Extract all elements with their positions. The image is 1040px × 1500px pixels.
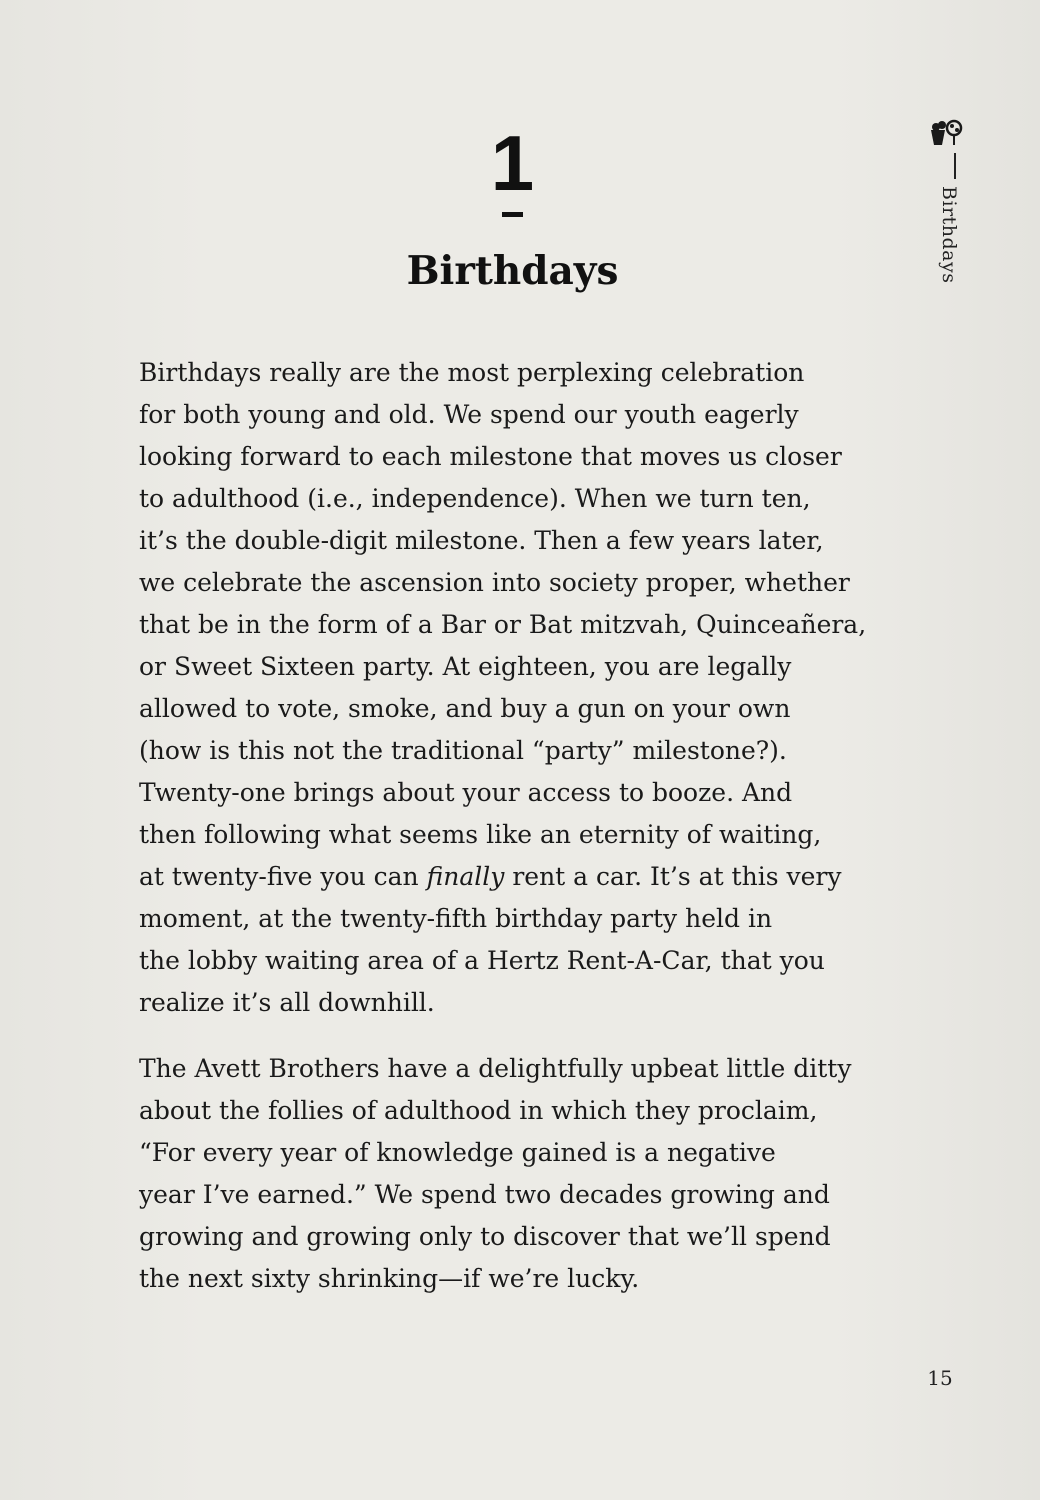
text-line: growing and growing only to discover that we’ll spend xyxy=(139,1222,831,1251)
running-header-divider xyxy=(954,153,956,179)
text-line: to adulthood (i.e., independence). When we turn ten, xyxy=(139,484,811,513)
text-line: year I’ve earned.” We spend two decades growing and xyxy=(139,1180,830,1209)
paragraph-1 xyxy=(139,352,899,1024)
text-line: “For every year of knowledge gained is a negative xyxy=(139,1138,776,1167)
text-line: or Sweet Sixteen party. At eighteen, you are legally xyxy=(139,652,792,681)
text-line: looking forward to each milestone that moves us closer xyxy=(139,442,842,471)
text-line: then following what seems like an eternity of waiting, xyxy=(139,820,822,849)
text-line: the lobby waiting area of a Hertz Rent-A-Car, that you xyxy=(139,946,825,975)
text-line: the next sixty shrinking—if we’re lucky. xyxy=(139,1264,640,1293)
text-line: we celebrate the ascension into society proper, whether xyxy=(139,568,850,597)
text-line: Twenty-one brings about your access to booze. And xyxy=(139,778,793,807)
text-line-with-italic: at twenty-five you can finally rent a car. It’s at this very xyxy=(139,862,842,891)
text-line: for both young and old. We spend our youth eagerly xyxy=(139,400,799,429)
text-line: The Avett Brothers have a delightfully upbeat little ditty xyxy=(139,1054,852,1083)
chapter-rule xyxy=(502,212,523,217)
text-line: that be in the form of a Bar or Bat mitzvah, Quinceañera, xyxy=(139,610,867,639)
running-header-label: Birthdays xyxy=(938,186,960,284)
emphasized-word: finally xyxy=(426,862,505,891)
chapter-title: Birthdays xyxy=(406,248,619,294)
text-line: it’s the double-digit milestone. Then a few years later, xyxy=(139,526,824,555)
text-line: Birthdays really are the most perplexing celebration xyxy=(139,358,805,387)
paragraph-2 xyxy=(139,1048,899,1300)
running-header xyxy=(929,186,969,286)
party-hat-icon xyxy=(928,118,964,148)
text-line: allowed to vote, smoke, and buy a gun on your own xyxy=(139,694,791,723)
chapter-number: 1 xyxy=(490,119,535,207)
text-line: realize it’s all downhill. xyxy=(139,988,435,1017)
text-line: (how is this not the traditional “party” milestone?). xyxy=(139,736,787,765)
text-line: moment, at the twenty-fifth birthday party held in xyxy=(139,904,773,933)
body-text xyxy=(139,352,899,1300)
text-line: about the follies of adulthood in which they proclaim, xyxy=(139,1096,818,1125)
page-number: 15 xyxy=(927,1366,953,1390)
